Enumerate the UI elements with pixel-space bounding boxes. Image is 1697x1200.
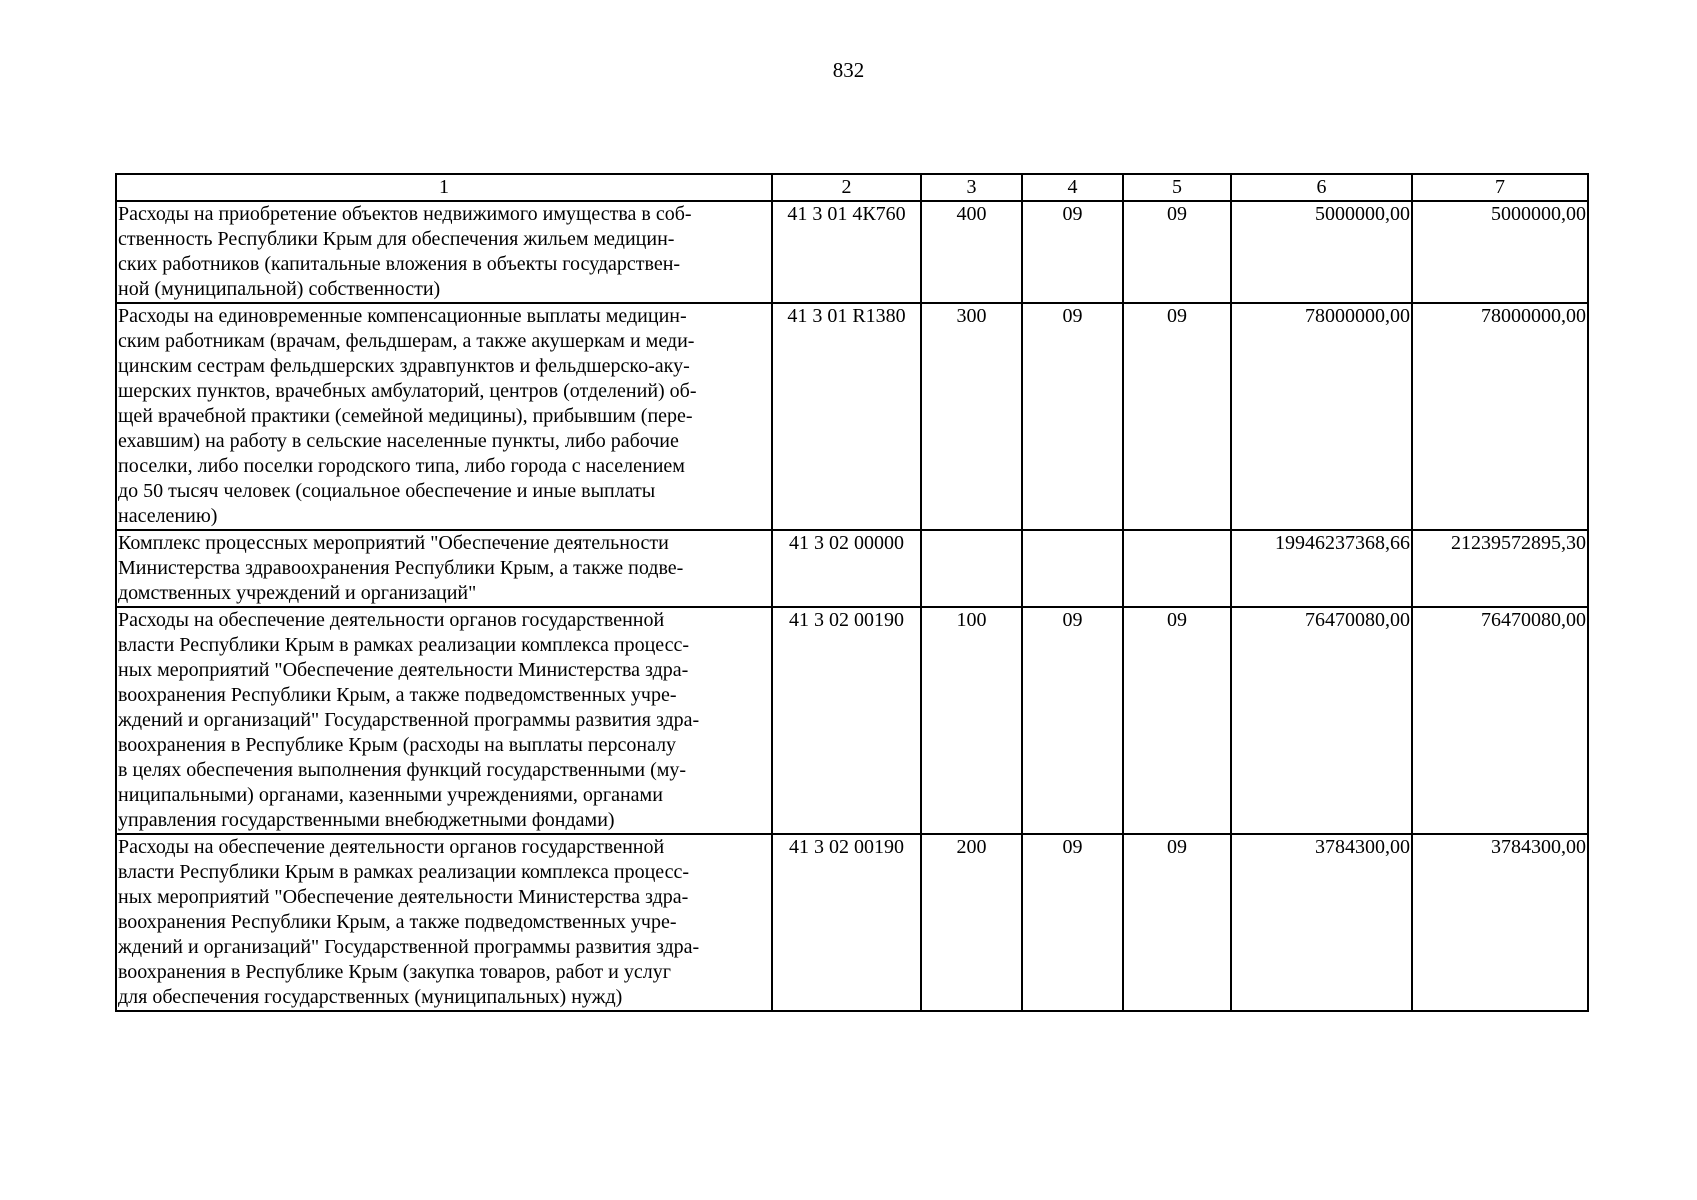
column-header: 7 (1412, 174, 1588, 201)
row-target-code: 41 3 02 00000 (772, 530, 921, 607)
table-row (116, 607, 1588, 834)
row-section (1022, 530, 1123, 607)
row-target-code: 41 3 01 4К760 (772, 201, 921, 303)
row-amount-year-1: 19946237368,66 (1231, 530, 1412, 607)
row-amount-year-2: 21239572895,30 (1412, 530, 1588, 607)
table-row (116, 530, 1588, 607)
row-subsection: 09 (1123, 201, 1231, 303)
row-description: Расходы на единовременные компенсационные выплаты медицин- ским работникам (врачам, фельдшерам, а также акушеркам и меди- цинским сестрам фельдшерских здравпунктов и фельдшерско-аку- шерских пунктов, врачебных амбулаторий, центров (отделений) об- щей врачебной практики (семейной медицины), прибывшим (пере- ехавшим) на работу в сельские населенные пункты, либо рабочие поселки, либо поселки городского типа, либо города с населением до 50 тысяч человек (социальное обеспечение и иные выплаты населению) (116, 303, 772, 530)
row-amount-year-2: 76470080,00 (1412, 607, 1588, 834)
column-header: 4 (1022, 174, 1123, 201)
row-section: 09 (1022, 607, 1123, 834)
row-amount-year-1: 3784300,00 (1231, 834, 1412, 1011)
row-target-code: 41 3 01 R1380 (772, 303, 921, 530)
column-header: 6 (1231, 174, 1412, 201)
row-amount-year-2: 78000000,00 (1412, 303, 1588, 530)
row-description: Расходы на приобретение объектов недвижимого имущества в соб- ственность Республики Крым для обеспечения жильем медицин- ских работников (капитальные вложения в объекты государствен- ной (муниципальной) собственности) (116, 201, 772, 303)
row-amount-year-1: 5000000,00 (1231, 201, 1412, 303)
row-amount-year-2: 3784300,00 (1412, 834, 1588, 1011)
row-target-code: 41 3 02 00190 (772, 607, 921, 834)
column-header: 2 (772, 174, 921, 201)
table-row (116, 303, 1588, 530)
table-row (116, 834, 1588, 1011)
row-section: 09 (1022, 303, 1123, 530)
column-header: 1 (116, 174, 772, 201)
budget-table (115, 173, 1589, 1012)
table-body (116, 201, 1588, 1011)
column-header: 3 (921, 174, 1022, 201)
column-header: 5 (1123, 174, 1231, 201)
page-number: 832 (832, 58, 865, 82)
row-amount-year-1: 76470080,00 (1231, 607, 1412, 834)
row-section: 09 (1022, 834, 1123, 1011)
row-expense-type: 200 (921, 834, 1022, 1011)
row-expense-type: 300 (921, 303, 1022, 530)
row-target-code: 41 3 02 00190 (772, 834, 921, 1011)
row-description: Комплекс процессных мероприятий "Обеспечение деятельности Министерства здравоохранения Республики Крым, а также подве- домственных учреждений и организаций" (116, 530, 772, 607)
row-subsection: 09 (1123, 834, 1231, 1011)
row-subsection (1123, 530, 1231, 607)
table-row (116, 201, 1588, 303)
table-header-row (116, 174, 1588, 201)
row-amount-year-2: 5000000,00 (1412, 201, 1588, 303)
row-description: Расходы на обеспечение деятельности органов государственной власти Республики Крым в рамках реализации комплекса процесс- ных мероприятий "Обеспечение деятельности Министерства здра- воохранения Республики Крым, а также подведомственных учре- ждений и организаций" Государственной программы развития здра- воохранения в Республике Крым (расходы на выплаты персоналу в целях обеспечения выполнения функций государственными (му- ниципальными) органами, казенными учреждениями, органами управления государственными внебюджетными фондами) (116, 607, 772, 834)
row-amount-year-1: 78000000,00 (1231, 303, 1412, 530)
row-expense-type (921, 530, 1022, 607)
row-expense-type: 400 (921, 201, 1022, 303)
row-description: Расходы на обеспечение деятельности органов государственной власти Республики Крым в рамках реализации комплекса процесс- ных мероприятий "Обеспечение деятельности Министерства здра- воохранения Республики Крым, а также подведомственных учре- ждений и организаций" Государственной программы развития здра- воохранения в Республике Крым (закупка товаров, работ и услуг для обеспечения государственных (муниципальных) нужд) (116, 834, 772, 1011)
row-section: 09 (1022, 201, 1123, 303)
row-subsection: 09 (1123, 303, 1231, 530)
row-subsection: 09 (1123, 607, 1231, 834)
row-expense-type: 100 (921, 607, 1022, 834)
